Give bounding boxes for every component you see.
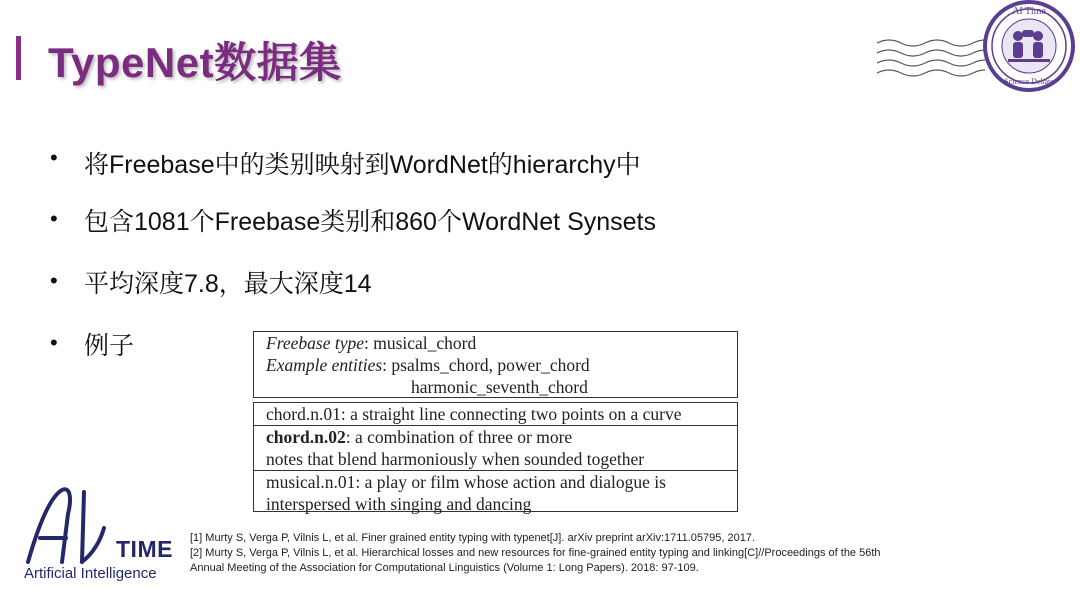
postmark-lines-icon bbox=[875, 35, 985, 85]
seal-bottom-text: Science Debate bbox=[1004, 77, 1054, 86]
example-entities-line: Example entities: psalms_chord, power_chord bbox=[266, 355, 590, 375]
freebase-type-box bbox=[253, 331, 738, 398]
synset-row: musical.n.01: a play or film whose action and dialogue is interspersed with singing and dancing bbox=[266, 472, 666, 514]
example-entities-line-2: harmonic_seventh_chord bbox=[411, 377, 588, 397]
reference-item: Annual Meeting of the Association for Computational Linguistics (Volume 1: Long Papers). 2018: 97-109. bbox=[190, 562, 699, 574]
reference-item: [2] Murty S, Verga P, Vilnis L, et al. Hierarchical losses and new resources for fine-grained entity typing and linking[C]//Proceedings of the 56th bbox=[190, 547, 881, 559]
bullet-dot-icon: • bbox=[50, 145, 58, 170]
seal-top-text: AI Time bbox=[1012, 6, 1046, 17]
logo-time-text: TIME bbox=[116, 536, 173, 562]
ai-time-seal-icon bbox=[978, 0, 1080, 94]
wordnet-synsets-box bbox=[253, 402, 738, 512]
freebase-type-line: Freebase type: musical_chord bbox=[266, 333, 477, 353]
references bbox=[190, 531, 1070, 576]
page-title: TypeNet数据集 bbox=[48, 39, 342, 86]
synset-row: chord.n.02: a combination of three or more notes that blend harmoniously when sounded together bbox=[254, 426, 737, 471]
example-figure bbox=[253, 331, 738, 512]
title-accent-bar bbox=[16, 36, 21, 80]
ai-time-logo-icon bbox=[22, 484, 117, 566]
bullet-dot-icon: • bbox=[50, 330, 58, 355]
logo-subtitle: Artificial Intelligence bbox=[24, 565, 157, 582]
reference-item: [1] Murty S, Verga P, Vilnis L, et al. Finer grained entity typing with typenet[J]. arXiv preprint arXiv:1711.05795, 2017. bbox=[190, 532, 755, 544]
synset-row: chord.n.01: a straight line connecting two points on a curve bbox=[254, 403, 737, 426]
bullet-dot-icon: • bbox=[50, 206, 58, 231]
bullet-dot-icon: • bbox=[50, 268, 58, 293]
